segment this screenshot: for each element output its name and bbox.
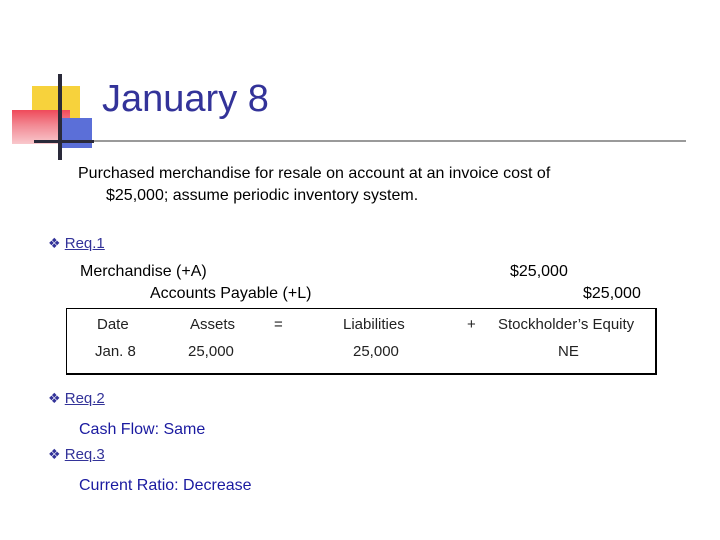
decor-vertical-line <box>58 74 62 160</box>
title-underline <box>34 140 686 142</box>
credit-amount: $25,000 <box>583 285 641 302</box>
decor-horizontal-accent <box>34 140 94 143</box>
row-liabilities: 25,000 <box>353 343 399 360</box>
row-assets: 25,000 <box>188 343 234 360</box>
req2-heading <box>48 390 105 407</box>
req2-label: Req.2 <box>64 390 105 407</box>
header-equals: = <box>274 316 283 333</box>
row-stockholders-equity: NE <box>558 343 579 360</box>
diamond-bullet-icon: ❖ <box>48 447 61 463</box>
accounting-equation-table <box>66 308 657 375</box>
req1-label: Req.1 <box>64 235 105 252</box>
current-ratio-answer: Current Ratio: Decrease <box>79 477 252 494</box>
req3-label: Req.3 <box>64 446 105 463</box>
decor-blue-square <box>58 118 92 148</box>
description-line-1: Purchased merchandise for resale on account at an invoice cost of <box>78 165 551 182</box>
cash-flow-answer: Cash Flow: Same <box>79 421 206 438</box>
description-line-2: $25,000; assume periodic inventory system. <box>106 187 419 204</box>
req1-heading <box>48 235 105 252</box>
header-liabilities: Liabilities <box>343 316 405 333</box>
row-date: Jan. 8 <box>95 343 136 360</box>
debit-amount: $25,000 <box>510 263 568 280</box>
header-stockholders-equity: Stockholder’s Equity <box>498 316 635 333</box>
header-date: Date <box>97 316 129 333</box>
transaction-description <box>78 163 638 207</box>
credit-account: Accounts Payable (+L) <box>150 285 312 302</box>
diamond-bullet-icon: ❖ <box>48 236 61 252</box>
header-assets: Assets <box>190 316 236 333</box>
debit-account: Merchandise (+A) <box>80 263 207 280</box>
header-plus: + <box>467 316 476 333</box>
diamond-bullet-icon: ❖ <box>48 391 61 407</box>
req3-heading <box>48 446 105 463</box>
slide-title: January 8 <box>102 78 269 120</box>
